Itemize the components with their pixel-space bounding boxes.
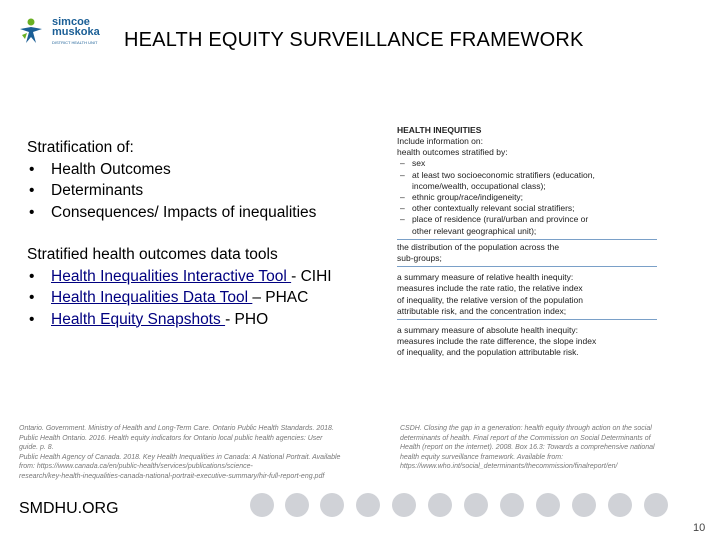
list-item-cont: income/wealth, occupational class);	[412, 180, 546, 191]
logo-tagline: DISTRICT HEALTH UNIT	[52, 40, 98, 45]
logo-line2: muskoka	[52, 26, 100, 38]
reference-line: CSDH. Closing the gap in a generation: health equity through action on the social	[400, 425, 652, 432]
smdhu-logo	[18, 17, 128, 51]
stratification-heading: Stratification of:	[27, 139, 134, 156]
list-item: – ethnic group/race/indigeneity;	[400, 192, 524, 203]
list-item-cont: other relevant geographical unit);	[412, 225, 537, 236]
decorative-circle	[500, 493, 524, 517]
list-item: – place of residence (rural/urban and province or	[400, 214, 589, 225]
excerpt-absolute: of inequality, and the population attributable risk.	[397, 347, 579, 358]
footer-site[interactable]: SMDHU.ORG	[19, 500, 119, 517]
decorative-circle	[285, 493, 309, 517]
decorative-circle	[250, 493, 274, 517]
decorative-circle	[536, 493, 560, 517]
excerpt-distribution: sub-groups;	[397, 253, 442, 264]
decorative-circle	[608, 493, 632, 517]
reference-line: research/key-health-inequalities-canada-national-portrait-executive-summary/hir-full-report-eng.pdf	[19, 472, 325, 480]
decorative-circle	[320, 493, 344, 517]
reference-line: from: https://www.canada.ca/en/public-health/services/publications/science-	[19, 463, 253, 470]
reference-line: Ontario. Government. Ministry of Health and Long-Term Care. Ontario Public Health Standards. 2018.	[19, 425, 334, 432]
list-item: – other contextually relevant social stratifiers;	[400, 203, 575, 214]
list-item: • Health Inequalities Interactive Tool - CIHI	[29, 267, 332, 285]
reference-line: Public Health Ontario. 2016. Health equity indicators for Ontario local public health agencies: User	[19, 434, 323, 442]
reference-line: https://www.who.int/social_determinants/thecommission/finalreport/en/	[400, 463, 618, 470]
divider	[397, 266, 657, 267]
reference-line: determinants of health. Final report of the Commission on Social Determinants of	[400, 434, 651, 442]
excerpt-outcomes-label: health outcomes stratified by:	[397, 147, 508, 158]
list-item: – at least two socioeconomic stratifiers (education,	[400, 169, 595, 180]
excerpt-relative: measures include the rate ratio, the relative index	[397, 283, 583, 294]
excerpt-relative: attributable risk, and the concentration index;	[397, 305, 567, 316]
excerpt-relative: of inequality, the relative version of the population	[397, 294, 584, 305]
person-logo-icon	[18, 17, 44, 45]
health-inequities-excerpt	[397, 125, 657, 425]
decorative-circle	[644, 493, 668, 517]
divider	[397, 239, 657, 240]
phac-tool-link[interactable]: Health Inequalities Data Tool	[51, 289, 253, 306]
cihi-tool-link[interactable]: Health Inequalities Interactive Tool	[51, 267, 292, 285]
decorative-circle	[356, 493, 380, 517]
list-item: • Determinants	[29, 182, 144, 199]
decorative-circle	[464, 493, 488, 517]
logo-line1: simcoe	[52, 16, 90, 28]
divider	[397, 319, 657, 320]
references-right	[400, 424, 710, 472]
stratification-block	[27, 137, 316, 223]
page-number: 10	[693, 522, 706, 534]
pho-snapshots-link[interactable]: Health Equity Snapshots	[51, 310, 226, 328]
excerpt-absolute: measures include the rate difference, the slope index	[397, 336, 597, 347]
decorative-circle	[392, 493, 416, 517]
excerpt-intro: Include information on:	[397, 136, 483, 146]
reference-line: health equity surveillance framework. Available from:	[400, 453, 564, 461]
tools-block	[27, 244, 332, 330]
excerpt-distribution: the distribution of the population across the	[397, 241, 560, 252]
decorative-circle	[572, 493, 596, 517]
reference-line: Public Health Agency of Canada. 2018. Key Health Inequalities in Canada: A National Portrait. Available	[19, 453, 341, 461]
reference-line: guide. p. 8.	[19, 444, 54, 451]
excerpt-absolute: a summary measure of absolute health inequity:	[397, 325, 578, 336]
slide-title: HEALTH EQUITY SURVEILLANCE FRAMEWORK	[124, 29, 584, 51]
references-left	[19, 424, 404, 481]
list-item: • Health Outcomes	[29, 160, 171, 178]
list-item: • Consequences/ Impacts of inequalities	[29, 203, 317, 221]
excerpt-heading: HEALTH INEQUITIES	[397, 125, 482, 135]
list-item: • Health Equity Snapshots - PHO	[29, 310, 269, 328]
excerpt-relative: a summary measure of relative health inequity:	[397, 272, 574, 283]
list-item: • Health Inequalities Data Tool – PHAC	[29, 289, 309, 306]
tools-heading: Stratified health outcomes data tools	[27, 246, 278, 263]
list-item: – sex	[400, 158, 426, 169]
reference-line: Health (report on the internet). 2008. Box 16.3: Towards a comprehensive national	[400, 444, 655, 451]
decorative-circle	[428, 493, 452, 517]
